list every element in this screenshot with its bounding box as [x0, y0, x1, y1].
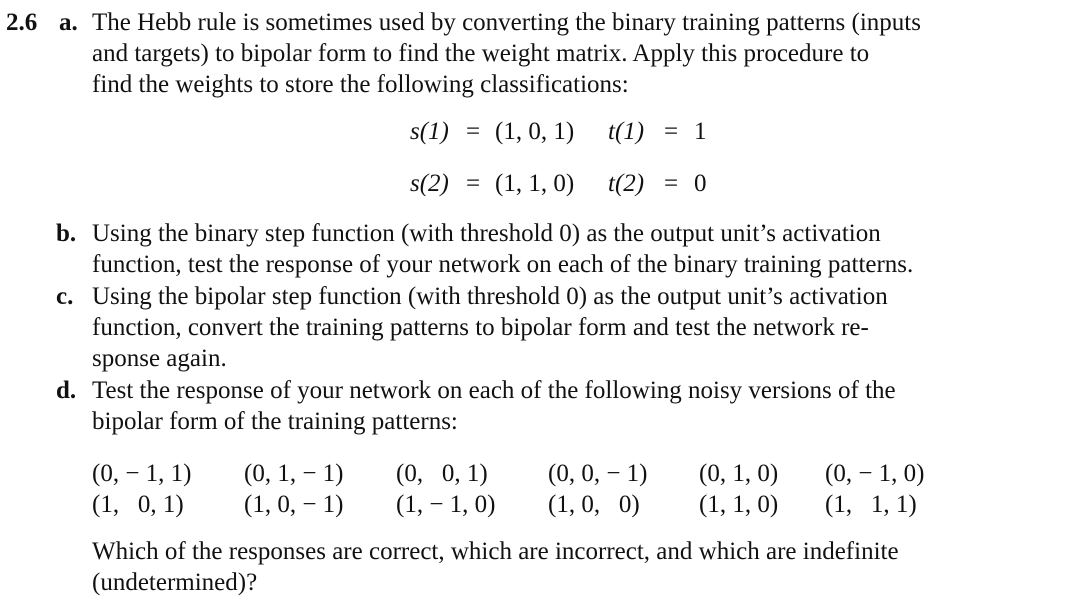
eq2-t-eq: = [664, 170, 679, 197]
part-b-label: b. [56, 220, 77, 247]
eq1-s-eq: = [466, 118, 481, 145]
question-line-2: (undetermined)? [92, 569, 258, 596]
part-b-line-1: Using the binary step function (with threshold 0) as the output unit’s activation [92, 220, 881, 247]
eq1-t-lhs: t(1) [608, 118, 645, 145]
pattern-cell: (0, 1, − 1) [244, 460, 344, 487]
part-d-label: d. [56, 377, 77, 404]
part-a-line-3: find the weights to store the following classifications: [92, 71, 629, 98]
eq2-t-val: 0 [694, 170, 707, 197]
eq1-t-eq: = [664, 118, 679, 145]
pattern-cell: (1, 0, 1) [92, 491, 184, 518]
eq1-s-lhs: s(1) [410, 118, 449, 145]
part-c-line-3: sponse again. [92, 345, 227, 372]
eq1-t-val: 1 [694, 118, 707, 145]
part-a-line-2: and targets) to bipolar form to find the weight matrix. Apply this procedure to [92, 40, 870, 67]
pattern-cell: (0, − 1, 1) [92, 460, 192, 487]
problem-number: 2.6 [6, 9, 38, 36]
pattern-cell: (0, 0, 1) [396, 460, 488, 487]
eq1-s-val: (1, 0, 1) [495, 118, 575, 145]
pattern-cell: (1, 1, 1) [825, 491, 917, 518]
part-a-line-1: The Hebb rule is sometimes used by converting the binary training patterns (inputs [92, 9, 921, 36]
eq2-s-val: (1, 1, 0) [495, 170, 575, 197]
eq2-s-eq: = [466, 170, 481, 197]
eq2-s-lhs: s(2) [410, 170, 449, 197]
pattern-cell: (1, 0, 0) [548, 491, 640, 518]
pattern-cell: (1, 0, − 1) [244, 491, 344, 518]
pattern-cell: (1, 1, 0) [699, 491, 779, 518]
part-b-line-2: function, test the response of your network on each of the binary training patterns. [92, 251, 914, 278]
part-c-line-2: function, convert the training patterns to bipolar form and test the network re- [92, 314, 869, 341]
pattern-cell: (1, − 1, 0) [396, 491, 496, 518]
pattern-cell: (0, 1, 0) [699, 460, 779, 487]
part-a-label: a. [59, 9, 78, 36]
part-c-line-1: Using the bipolar step function (with threshold 0) as the output unit’s activation [92, 283, 888, 310]
pattern-cell: (0, 0, − 1) [548, 460, 648, 487]
part-c-label: c. [56, 283, 74, 310]
question-line-1: Which of the responses are correct, which are incorrect, and which are indefinite [92, 538, 899, 565]
part-d-line-1: Test the response of your network on each of the following noisy versions of the [92, 377, 896, 404]
eq2-t-lhs: t(2) [608, 170, 645, 197]
part-d-line-2: bipolar form of the training patterns: [92, 408, 458, 435]
pattern-cell: (0, − 1, 0) [825, 460, 925, 487]
